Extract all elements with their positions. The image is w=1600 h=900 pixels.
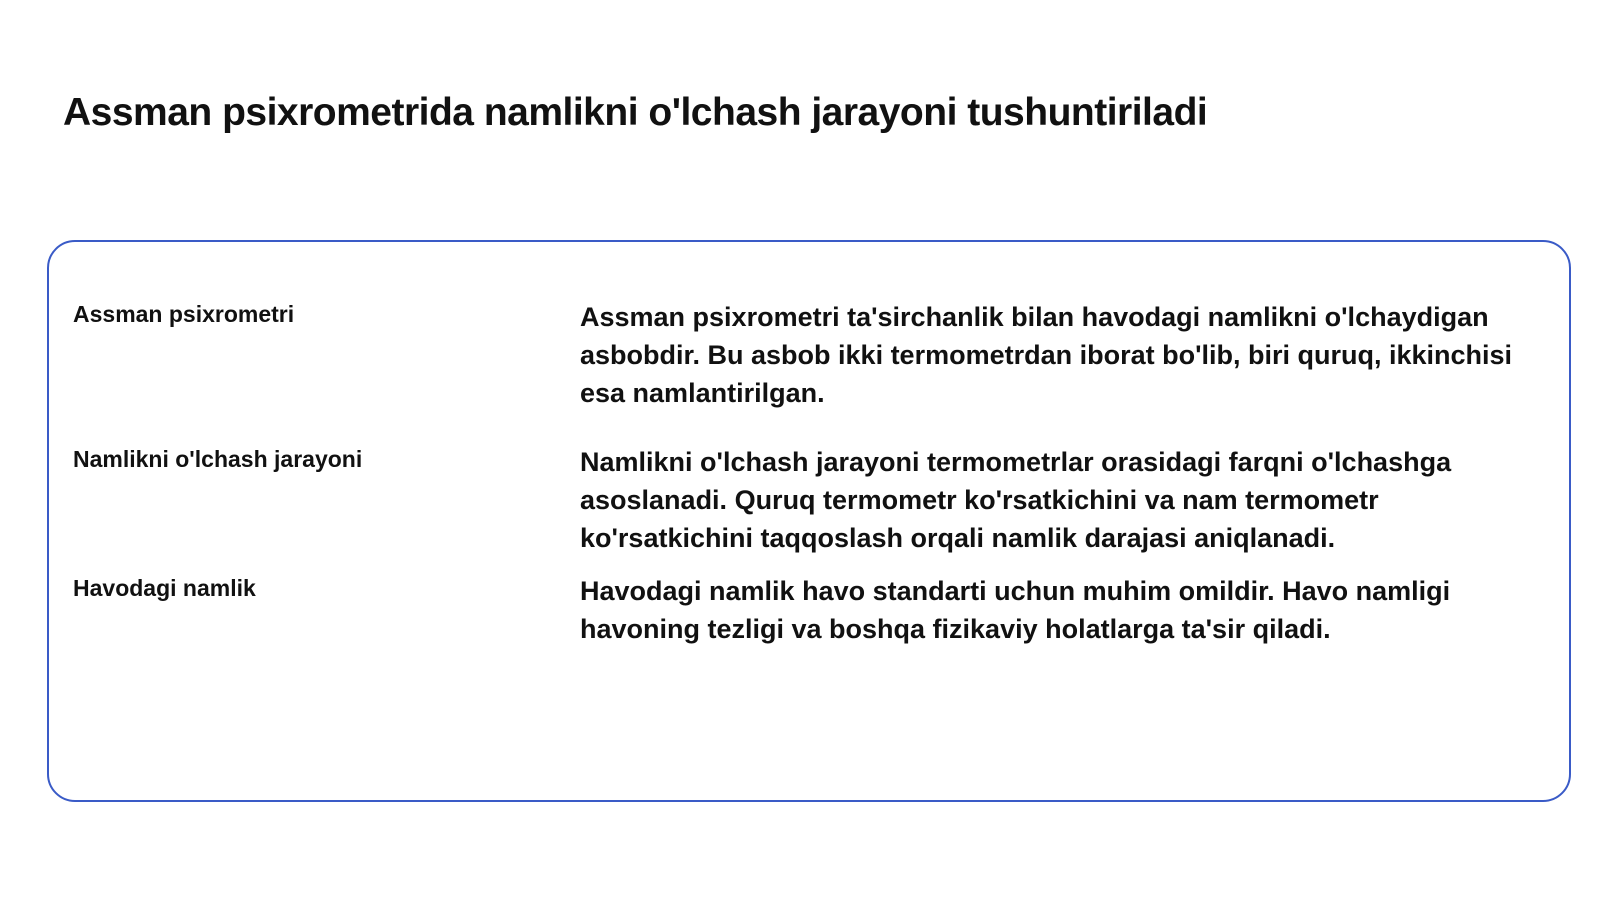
term-label: Assman psixrometri: [73, 301, 295, 327]
slide-title: Assman psixrometrida namlikni o'lchash jarayoni tushuntiriladi: [63, 91, 1208, 134]
definition-text: Havodagi namlik havo standarti uchun muhim omildir. Havo namligi havoning tezligi va boshqa fizikaviy holatlarga ta'sir qiladi.: [580, 576, 1451, 644]
term-label: Namlikni o'lchash jarayoni: [73, 446, 363, 472]
definition-text: Namlikni o'lchash jarayoni termometrlar orasidagi farqni o'lchashga asoslanadi. Quruq termometr ko'rsatkichini va nam termometr ko'rsatkichini taqqoslash orqali namlik darajasi aniqlanadi.: [580, 447, 1452, 553]
definition-text: Assman psixrometri ta'sirchanlik bilan havodagi namlikni o'lchaydigan asbobdir. Bu asbob ikki termometrdan iborat bo'lib, biri quruq, ikkinchisi esa namlantirilgan.: [580, 302, 1513, 408]
term-label: Havodagi namlik: [73, 575, 256, 601]
definitions-panel: [47, 240, 1571, 802]
